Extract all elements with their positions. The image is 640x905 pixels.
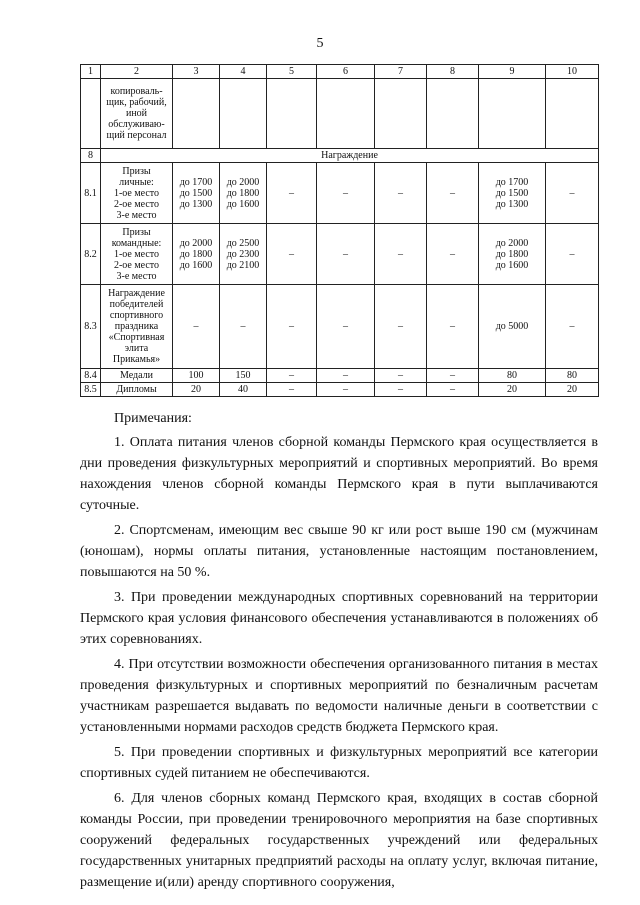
notes-title: Примечания:: [114, 411, 192, 426]
col-header: 5: [267, 65, 317, 79]
cell: –: [220, 285, 267, 369]
cell: 80: [546, 369, 599, 383]
column-number-row: [81, 65, 599, 79]
cell: 20: [546, 383, 599, 397]
cell: [267, 79, 317, 149]
cell: –: [375, 163, 427, 224]
cell: –: [267, 163, 317, 224]
cell: –: [317, 224, 375, 285]
cell: –: [427, 369, 479, 383]
col-header: 3: [173, 65, 220, 79]
col-header: 4: [220, 65, 267, 79]
row-description: Медали: [101, 369, 173, 383]
cell: до 2000 до 1800 до 1600: [173, 224, 220, 285]
cell: до 2000 до 1800 до 1600: [479, 224, 546, 285]
cell: 100: [173, 369, 220, 383]
rates-table: [80, 64, 599, 397]
cell: –: [375, 224, 427, 285]
cell: –: [427, 224, 479, 285]
row-number: 8.4: [81, 369, 101, 383]
cell: 40: [220, 383, 267, 397]
cell: –: [375, 285, 427, 369]
cell: –: [267, 383, 317, 397]
cell: –: [375, 369, 427, 383]
table-row: [81, 383, 599, 397]
cell: до 2000 до 1800 до 1600: [220, 163, 267, 224]
cell: –: [546, 285, 599, 369]
row-number: 8.5: [81, 383, 101, 397]
section-title: Награждение: [101, 149, 599, 163]
row-number: 8.3: [81, 285, 101, 369]
col-header: 6: [317, 65, 375, 79]
row-number: 8.1: [81, 163, 101, 224]
cell: –: [546, 163, 599, 224]
cell: –: [317, 163, 375, 224]
page-number: 5: [316, 36, 324, 51]
cell: –: [317, 383, 375, 397]
row-description: Призы личные: 1-ое место 2-ое место 3-е место: [101, 163, 173, 224]
cell: до 5000: [479, 285, 546, 369]
col-header: 9: [479, 65, 546, 79]
table-row: [81, 79, 599, 149]
cell: до 2500 до 2300 до 2100: [220, 224, 267, 285]
section-row: [81, 149, 599, 163]
section-number: 8: [81, 149, 101, 163]
col-header: 10: [546, 65, 599, 79]
cell: 20: [479, 383, 546, 397]
cell: –: [427, 285, 479, 369]
cell: –: [267, 369, 317, 383]
cell: –: [427, 383, 479, 397]
row-number: 8.2: [81, 224, 101, 285]
cell: –: [173, 285, 220, 369]
cell: [220, 79, 267, 149]
note-item: 5. При проведении спортивных и физкультурных мероприятий все категории спортивных судей питанием не обеспечиваются.: [80, 745, 598, 781]
cell: до 1700 до 1500 до 1300: [479, 163, 546, 224]
note-item: 6. Для членов сборных команд Пермского края, входящих в состав сборной команды России, при проведении тренировочного мероприятия на базе спортивных сооружений федеральных государственных учреждений или федеральных государственных унитарных предприятий расходы на оплату услуг, включая питание, размещение и(или) аренду спортивного сооружения,: [80, 791, 598, 890]
notes-section: [80, 408, 598, 897]
col-header: 2: [101, 65, 173, 79]
table-row: [81, 224, 599, 285]
cell: –: [317, 369, 375, 383]
cell: [375, 79, 427, 149]
cell: –: [317, 285, 375, 369]
cell: до 1700 до 1500 до 1300: [173, 163, 220, 224]
cell: 20: [173, 383, 220, 397]
cell: [173, 79, 220, 149]
col-header: 8: [427, 65, 479, 79]
cell: [427, 79, 479, 149]
table-row: [81, 369, 599, 383]
cell: –: [267, 285, 317, 369]
note-item: 1. Оплата питания членов сборной команды Пермского края осуществляется в дни проведения физкультурных мероприятий и спортивных мероприятий. Во время нахождения членов сборной команды Пермского края в пути выплачиваются суточные.: [80, 435, 598, 513]
row-description: Награждение победителей спортивного праздника «Спортивная элита Прикамья»: [101, 285, 173, 369]
row-description: копироваль- щик, рабочий, иной обслуживаю- щий персонал: [101, 79, 173, 149]
cell: [81, 79, 101, 149]
cell: –: [427, 163, 479, 224]
row-description: Дипломы: [101, 383, 173, 397]
row-description: Призы командные: 1-ое место 2-ое место 3-е место: [101, 224, 173, 285]
cell: –: [267, 224, 317, 285]
note-item: 2. Спортсменам, имеющим вес свыше 90 кг или рост выше 190 см (мужчинам (юношам), нормы оплаты питания, установленные настоящим постановлением, повышаются на 50 %.: [80, 523, 598, 580]
col-header: 7: [375, 65, 427, 79]
cell: [317, 79, 375, 149]
table-row: [81, 285, 599, 369]
cell: 80: [479, 369, 546, 383]
table-row: [81, 163, 599, 224]
cell: 150: [220, 369, 267, 383]
col-header: 1: [81, 65, 101, 79]
note-item: 3. При проведении международных спортивных соревнований на территории Пермского края условия финансового обеспечения устанавливаются в положениях об этих соревнованиях.: [80, 590, 598, 647]
cell: –: [375, 383, 427, 397]
cell: [546, 79, 599, 149]
cell: [479, 79, 546, 149]
note-item: 4. При отсутствии возможности обеспечения организованного питания в местах проведения физкультурных и спортивных мероприятий по безналичным расчетам участникам разрешается выдавать по ведомости наличные деньги в соответствии с установленными нормами расходов средств бюджета Пермского края.: [80, 657, 598, 735]
cell: –: [546, 224, 599, 285]
